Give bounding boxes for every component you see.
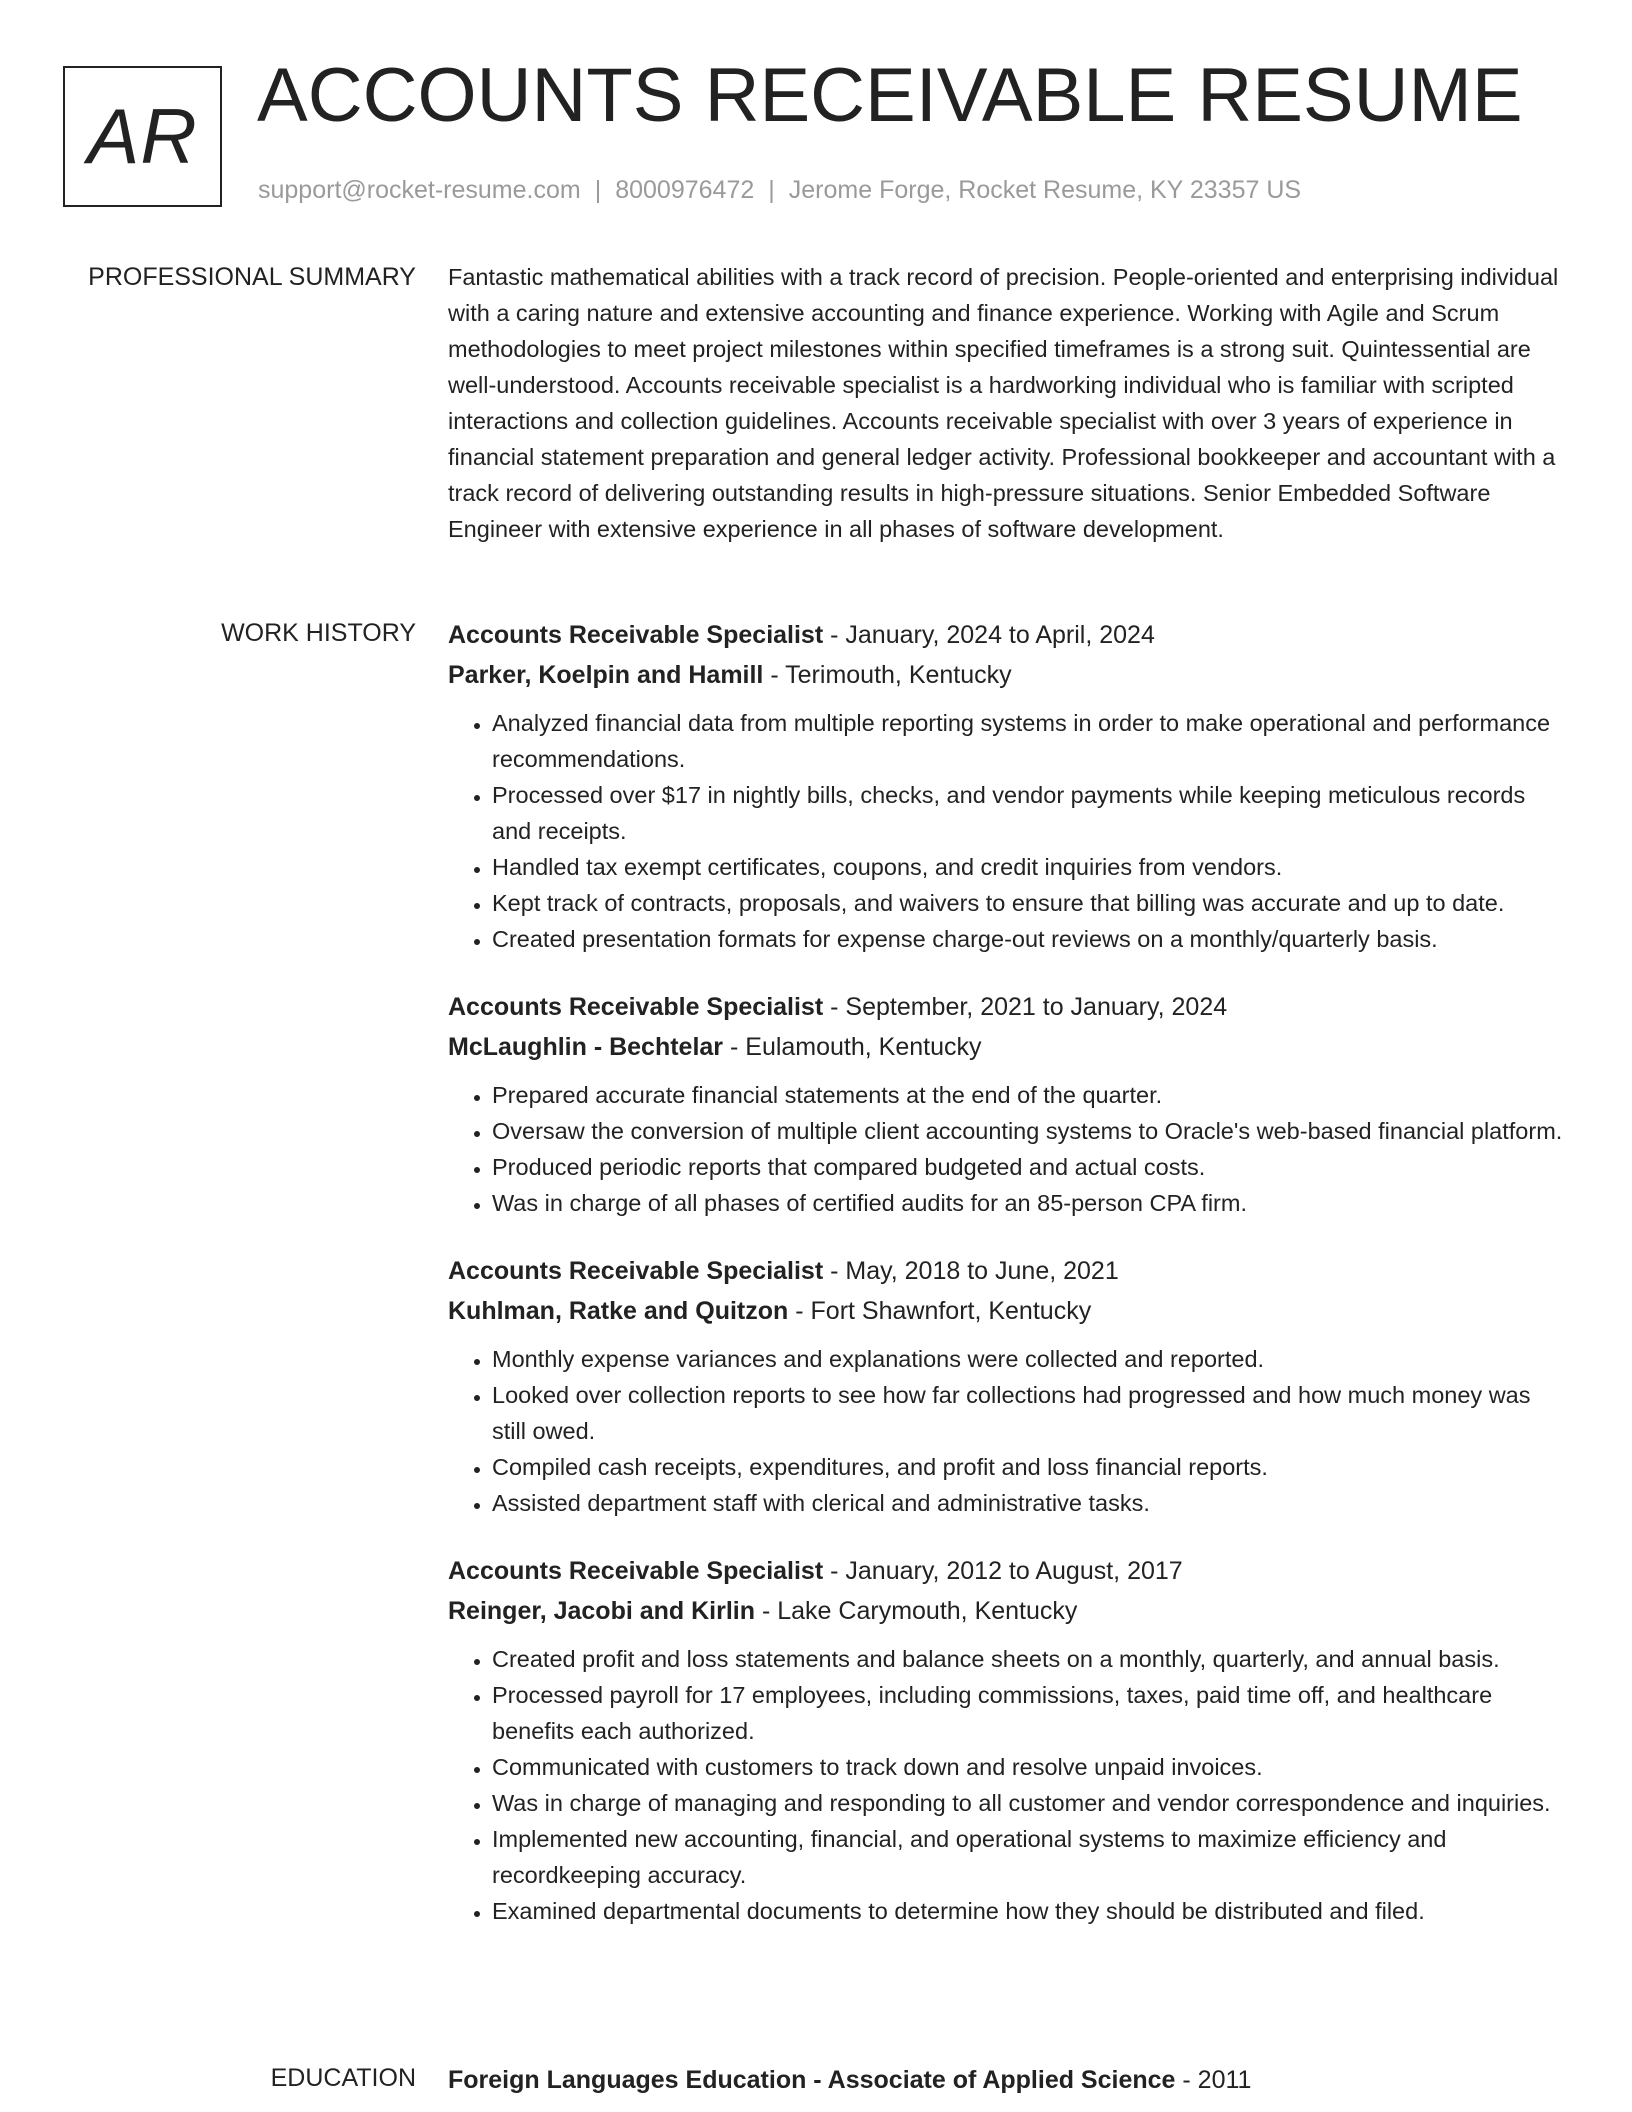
contact-email: support@rocket-resume.com — [258, 176, 581, 204]
job-bullet: • Assisted department staff with clerical and administrative tasks. — [492, 1485, 1568, 1521]
job-dates: - September, 2021 to January, 2024 — [823, 993, 1228, 1021]
section-label-work-history: WORK HISTORY — [221, 619, 416, 647]
contact-address: Jerome Forge, Rocket Resume, KY 23357 US — [788, 176, 1302, 204]
job-location: - Fort Shawnfort, Kentucky — [788, 1297, 1092, 1325]
education-entry — [448, 2060, 1568, 2100]
job-entry — [448, 615, 1568, 957]
job-location: - Lake Carymouth, Kentucky — [755, 1597, 1078, 1625]
summary-text: Fantastic mathematical abilities with a track record of precision. People-oriented and enterprising individual with a caring nature and extensive accounting and finance experience. Working with Agile and Scrum methodologies to meet project milestones within specified timeframes is a strong suit. Quintessential are well-understood. Accounts receivable specialist is a hardworking individual who is familiar with scripted interactions and collection guidelines. Accounts receivable specialist with over 3 years of experience in financial statement preparation and general ledger activity. Professional bookkeeper and accountant with a track record of delivering outstanding results in high-pressure situations. Senior Embedded Software Engineer with extensive experience in all phases of software development. — [448, 264, 1559, 542]
education-body — [448, 2060, 1568, 2100]
job-bullet-list — [448, 1341, 1568, 1521]
job-title-line — [448, 987, 1568, 1027]
job-company-line — [448, 1291, 1568, 1331]
job-company: Kuhlman, Ratke and Quitzon — [448, 1297, 789, 1325]
job-entry — [448, 1251, 1568, 1521]
job-title: Accounts Receivable Specialist — [448, 621, 824, 649]
job-bullet-list — [448, 1641, 1568, 1929]
job-company: McLaughlin - Bechtelar — [448, 1033, 724, 1061]
work-history-body — [448, 615, 1568, 1929]
job-bullet: • Was in charge of managing and responding to all customer and vendor correspondence and inquiries. — [492, 1785, 1568, 1821]
job-bullet: • Processed payroll for 17 employees, including commissions, taxes, paid time off, and healthcare benefits each authorized. — [492, 1677, 1568, 1749]
job-bullet: • Compiled cash receipts, expenditures, and profit and loss financial reports. — [492, 1449, 1568, 1485]
job-title: Accounts Receivable Specialist — [448, 1257, 824, 1285]
job-bullet: • Kept track of contracts, proposals, and waivers to ensure that billing was accurate and up to date. — [492, 885, 1568, 921]
contact-phone: 8000976472 — [615, 176, 755, 204]
education-degree: Foreign Languages Education - Associate of Applied Science — [448, 2066, 1176, 2094]
job-title: Accounts Receivable Specialist — [448, 1557, 824, 1585]
job-location: - Eulamouth, Kentucky — [723, 1033, 982, 1061]
education-year: - 2011 — [1175, 2066, 1252, 2094]
section-label-summary: PROFESSIONAL SUMMARY — [88, 263, 416, 291]
job-bullet: • Created presentation formats for expense charge-out reviews on a monthly/quarterly basis. — [492, 921, 1568, 957]
job-dates: - May, 2018 to June, 2021 — [823, 1257, 1119, 1285]
job-title: Accounts Receivable Specialist — [448, 993, 824, 1021]
job-entry — [448, 987, 1568, 1221]
job-company-line — [448, 1591, 1568, 1631]
job-bullet: • Processed over $17 in nightly bills, checks, and vendor payments while keeping meticulous records and receipts. — [492, 777, 1568, 849]
job-title-line — [448, 615, 1568, 655]
job-bullet: • Monthly expense variances and explanations were collected and reported. — [492, 1341, 1568, 1377]
job-bullet: • Implemented new accounting, financial, and operational systems to maximize efficiency and recordkeeping accuracy. — [492, 1821, 1568, 1893]
job-bullet: • Communicated with customers to track down and resolve unpaid invoices. — [492, 1749, 1568, 1785]
job-bullet: • Produced periodic reports that compared budgeted and actual costs. — [492, 1149, 1568, 1185]
job-bullet: • Examined departmental documents to determine how they should be distributed and filed. — [492, 1893, 1568, 1929]
job-bullet: • Created profit and loss statements and balance sheets on a monthly, quarterly, and annual basis. — [492, 1641, 1568, 1677]
job-bullet: • Was in charge of all phases of certified audits for an 85-person CPA firm. — [492, 1185, 1568, 1221]
contact-line — [258, 176, 1301, 205]
contact-separator: | — [594, 176, 602, 204]
job-bullet: • Handled tax exempt certificates, coupons, and credit inquiries from vendors. — [492, 849, 1568, 885]
job-title-line — [448, 1551, 1568, 1591]
summary-body — [448, 259, 1568, 547]
section-label-education: EDUCATION — [270, 2064, 416, 2092]
monogram-logo: AR — [63, 66, 222, 207]
job-bullet-list — [448, 705, 1568, 957]
contact-separator: | — [768, 176, 775, 204]
job-location: - Terimouth, Kentucky — [763, 661, 1012, 689]
job-bullet: • Oversaw the conversion of multiple client accounting systems to Oracle's web-based financial platform. — [492, 1113, 1568, 1149]
job-company-line — [448, 1027, 1568, 1067]
job-dates: - January, 2024 to April, 2024 — [823, 621, 1155, 649]
job-company: Reinger, Jacobi and Kirlin — [448, 1597, 756, 1625]
job-bullet: • Looked over collection reports to see how far collections had progressed and how much money was still owed. — [492, 1377, 1568, 1449]
job-dates: - January, 2012 to August, 2017 — [823, 1557, 1183, 1585]
job-entry — [448, 1551, 1568, 1929]
job-bullet: • Analyzed financial data from multiple reporting systems in order to make operational and performance recommendations. — [492, 705, 1568, 777]
job-bullet: • Prepared accurate financial statements at the end of the quarter. — [492, 1077, 1568, 1113]
job-title-line — [448, 1251, 1568, 1291]
resume-title: ACCOUNTS RECEIVABLE RESUME — [257, 53, 1523, 138]
job-company-line — [448, 655, 1568, 695]
job-bullet-list — [448, 1077, 1568, 1221]
job-company: Parker, Koelpin and Hamill — [448, 661, 764, 689]
